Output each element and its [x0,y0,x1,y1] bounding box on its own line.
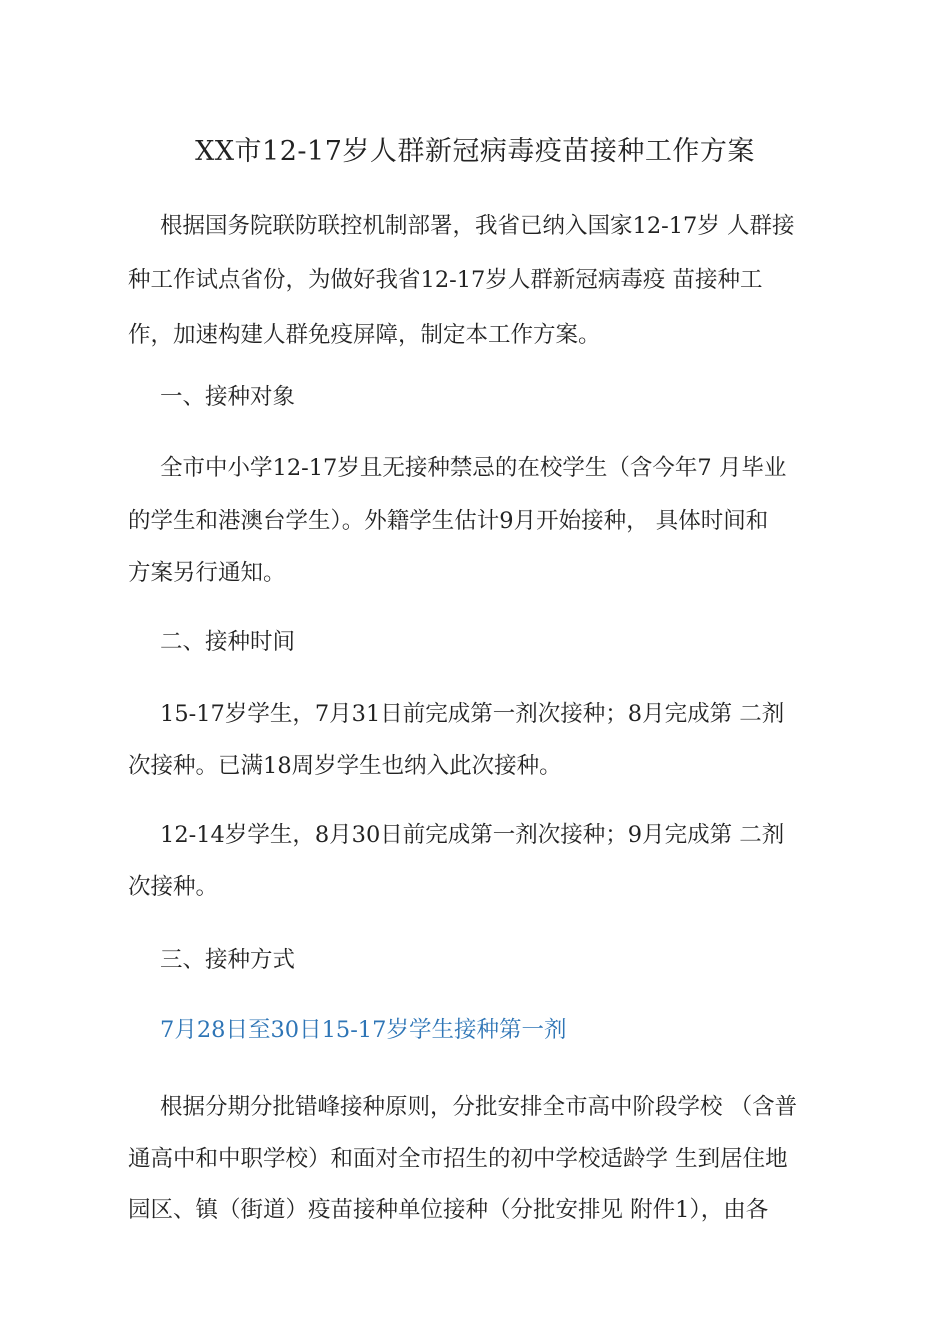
section1-line-1: 全市中小学12-17岁且无接种禁忌的在校学生（含今年7 月毕业 [160,455,787,481]
intro-line-3: 作，加速构建人群免疫屏障，制定本工作方案。 [128,322,601,348]
section3-line-2: 通高中和中职学校）和面对全市招生的初中学校适龄学 生到居住地 [128,1146,788,1172]
section1-line-2: 的学生和港澳台学生）。外籍学生估计9月开始接种， 具体时间和 [128,508,769,534]
section2-p1-line-2: 次接种。已满18周岁学生也纳入此次接种。 [128,753,562,779]
section1-line-3: 方案另行通知。 [128,560,286,586]
document-title: XX市12-17岁人群新冠病毒疫苗接种工作方案 [195,136,755,167]
section3-line-1: 根据分期分批错峰接种原则，分批安排全市高中阶段学校 （含普 [160,1094,798,1120]
section3-heading: 三、接种方式 [160,947,296,973]
section2-heading: 二、接种时间 [160,629,296,655]
intro-line-1: 根据国务院联防联控机制部署，我省已纳入国家12-17岁 人群接 [160,213,795,239]
section3-subheading: 7月28日至30日15-17岁学生接种第一剂 [160,1017,567,1043]
section2-p1-line-1: 15-17岁学生，7月31日前完成第一剂次接种；8月完成第 二剂 [160,701,785,727]
section2-p2-line-2: 次接种。 [128,874,219,900]
section1-heading: 一、接种对象 [160,384,296,410]
section2-p2-line-1: 12-14岁学生，8月30日前完成第一剂次接种；9月完成第 二剂 [160,822,785,848]
section3-line-3: 园区、镇（街道）疫苗接种单位接种（分批安排见 附件1），由各 [128,1197,769,1223]
intro-line-2: 种工作试点省份，为做好我省12-17岁人群新冠病毒疫 苗接种工 [128,267,763,293]
